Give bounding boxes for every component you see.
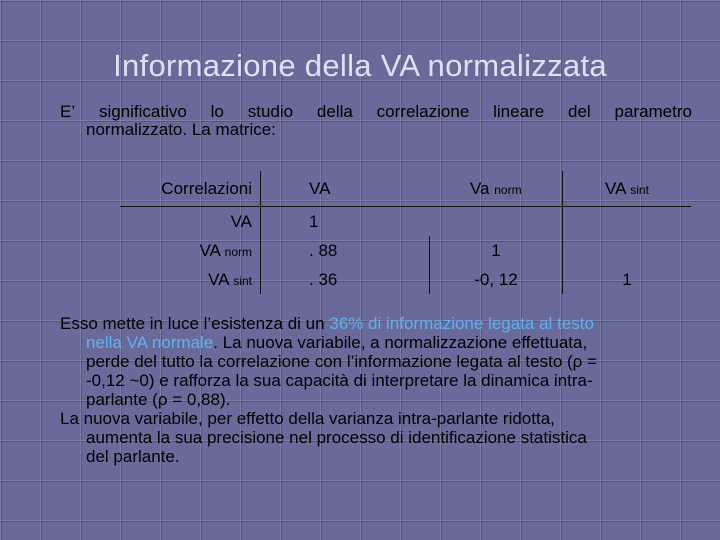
cell-value [563,236,692,265]
header-va-norm [430,171,563,207]
header-va-sint [563,171,692,207]
intro-word: lo [210,102,224,121]
para2-line-2: aumenta la sua precisione nel processo di identificazione statistica [86,428,587,447]
cell-value: 1 [563,265,692,294]
para1-line-2 [60,333,693,352]
intro-line-1 [60,103,692,121]
para1-line-1 [60,314,693,333]
row-label [120,236,261,265]
para1-line-4: -0,12 ~0) e rafforza la sua capacità di interpretare la dinamica intra- [86,371,593,390]
highlight-text: nella VA normale [86,333,214,352]
intro-word: significativo [98,102,187,121]
para1-line-5: parlante (ρ = 0,88). [86,390,231,409]
header-va-norm-main: Va [469,178,490,198]
intro-word: parametro [614,102,692,121]
header-va-sint-main: VA [605,178,626,198]
cell-value: . 88 [261,236,430,265]
cell-value: 1 [430,236,563,265]
intro-word: lineare [493,102,545,121]
cell-value [563,207,692,237]
intro-word: della [316,102,353,121]
header-va: VA [261,171,430,207]
header-correlazioni: Correlazioni [120,171,261,207]
table-row [120,207,691,237]
cell-value [430,207,563,237]
intro-word: E’ [60,102,76,121]
para1-line-3: perde del tutto la correlazione con l’informazione legata al testo (ρ = [86,352,597,371]
highlight-text: 36% di informazione legata al testo [329,314,594,333]
row-label [120,207,261,237]
row-label-sub: norm [224,244,252,259]
table-row [120,265,691,294]
row-label-main: VA [230,211,252,231]
cell-value: -0, 12 [430,265,563,294]
paragraph-1 [60,314,693,409]
row-label-main: VA [208,269,229,289]
row-label [120,265,261,294]
cell-value: 1 [261,207,430,237]
para1-line-2-text: . La nuova variabile, a normalizzazione effettuata, [213,333,588,352]
paragraph-2 [60,409,693,466]
cell-value: . 36 [261,265,430,294]
row-label-sub: sint [233,273,252,288]
intro-word: studio [247,102,294,121]
intro-text [60,103,692,139]
intro-word: del [567,102,591,121]
row-label-main: VA [199,240,220,260]
para1-line-1-text: Esso mette in luce l’esistenza di un [60,314,330,333]
header-va-sint-sub: sint [630,182,649,197]
header-va-norm-sub: norm [494,182,522,197]
para2-line-1: La nuova variabile, per effetto della varianza intra-parlante ridotta, [60,409,555,428]
intro-line-2: normalizzato. La matrice: [86,120,276,139]
correlation-matrix [120,171,691,294]
table-row [120,236,691,265]
table-header-row [120,171,691,207]
para2-line-3: del parlante. [86,447,180,466]
body-text [60,314,693,466]
intro-word: correlazione [376,102,470,121]
slide-title: Informazione della VA normalizzata [113,48,607,83]
